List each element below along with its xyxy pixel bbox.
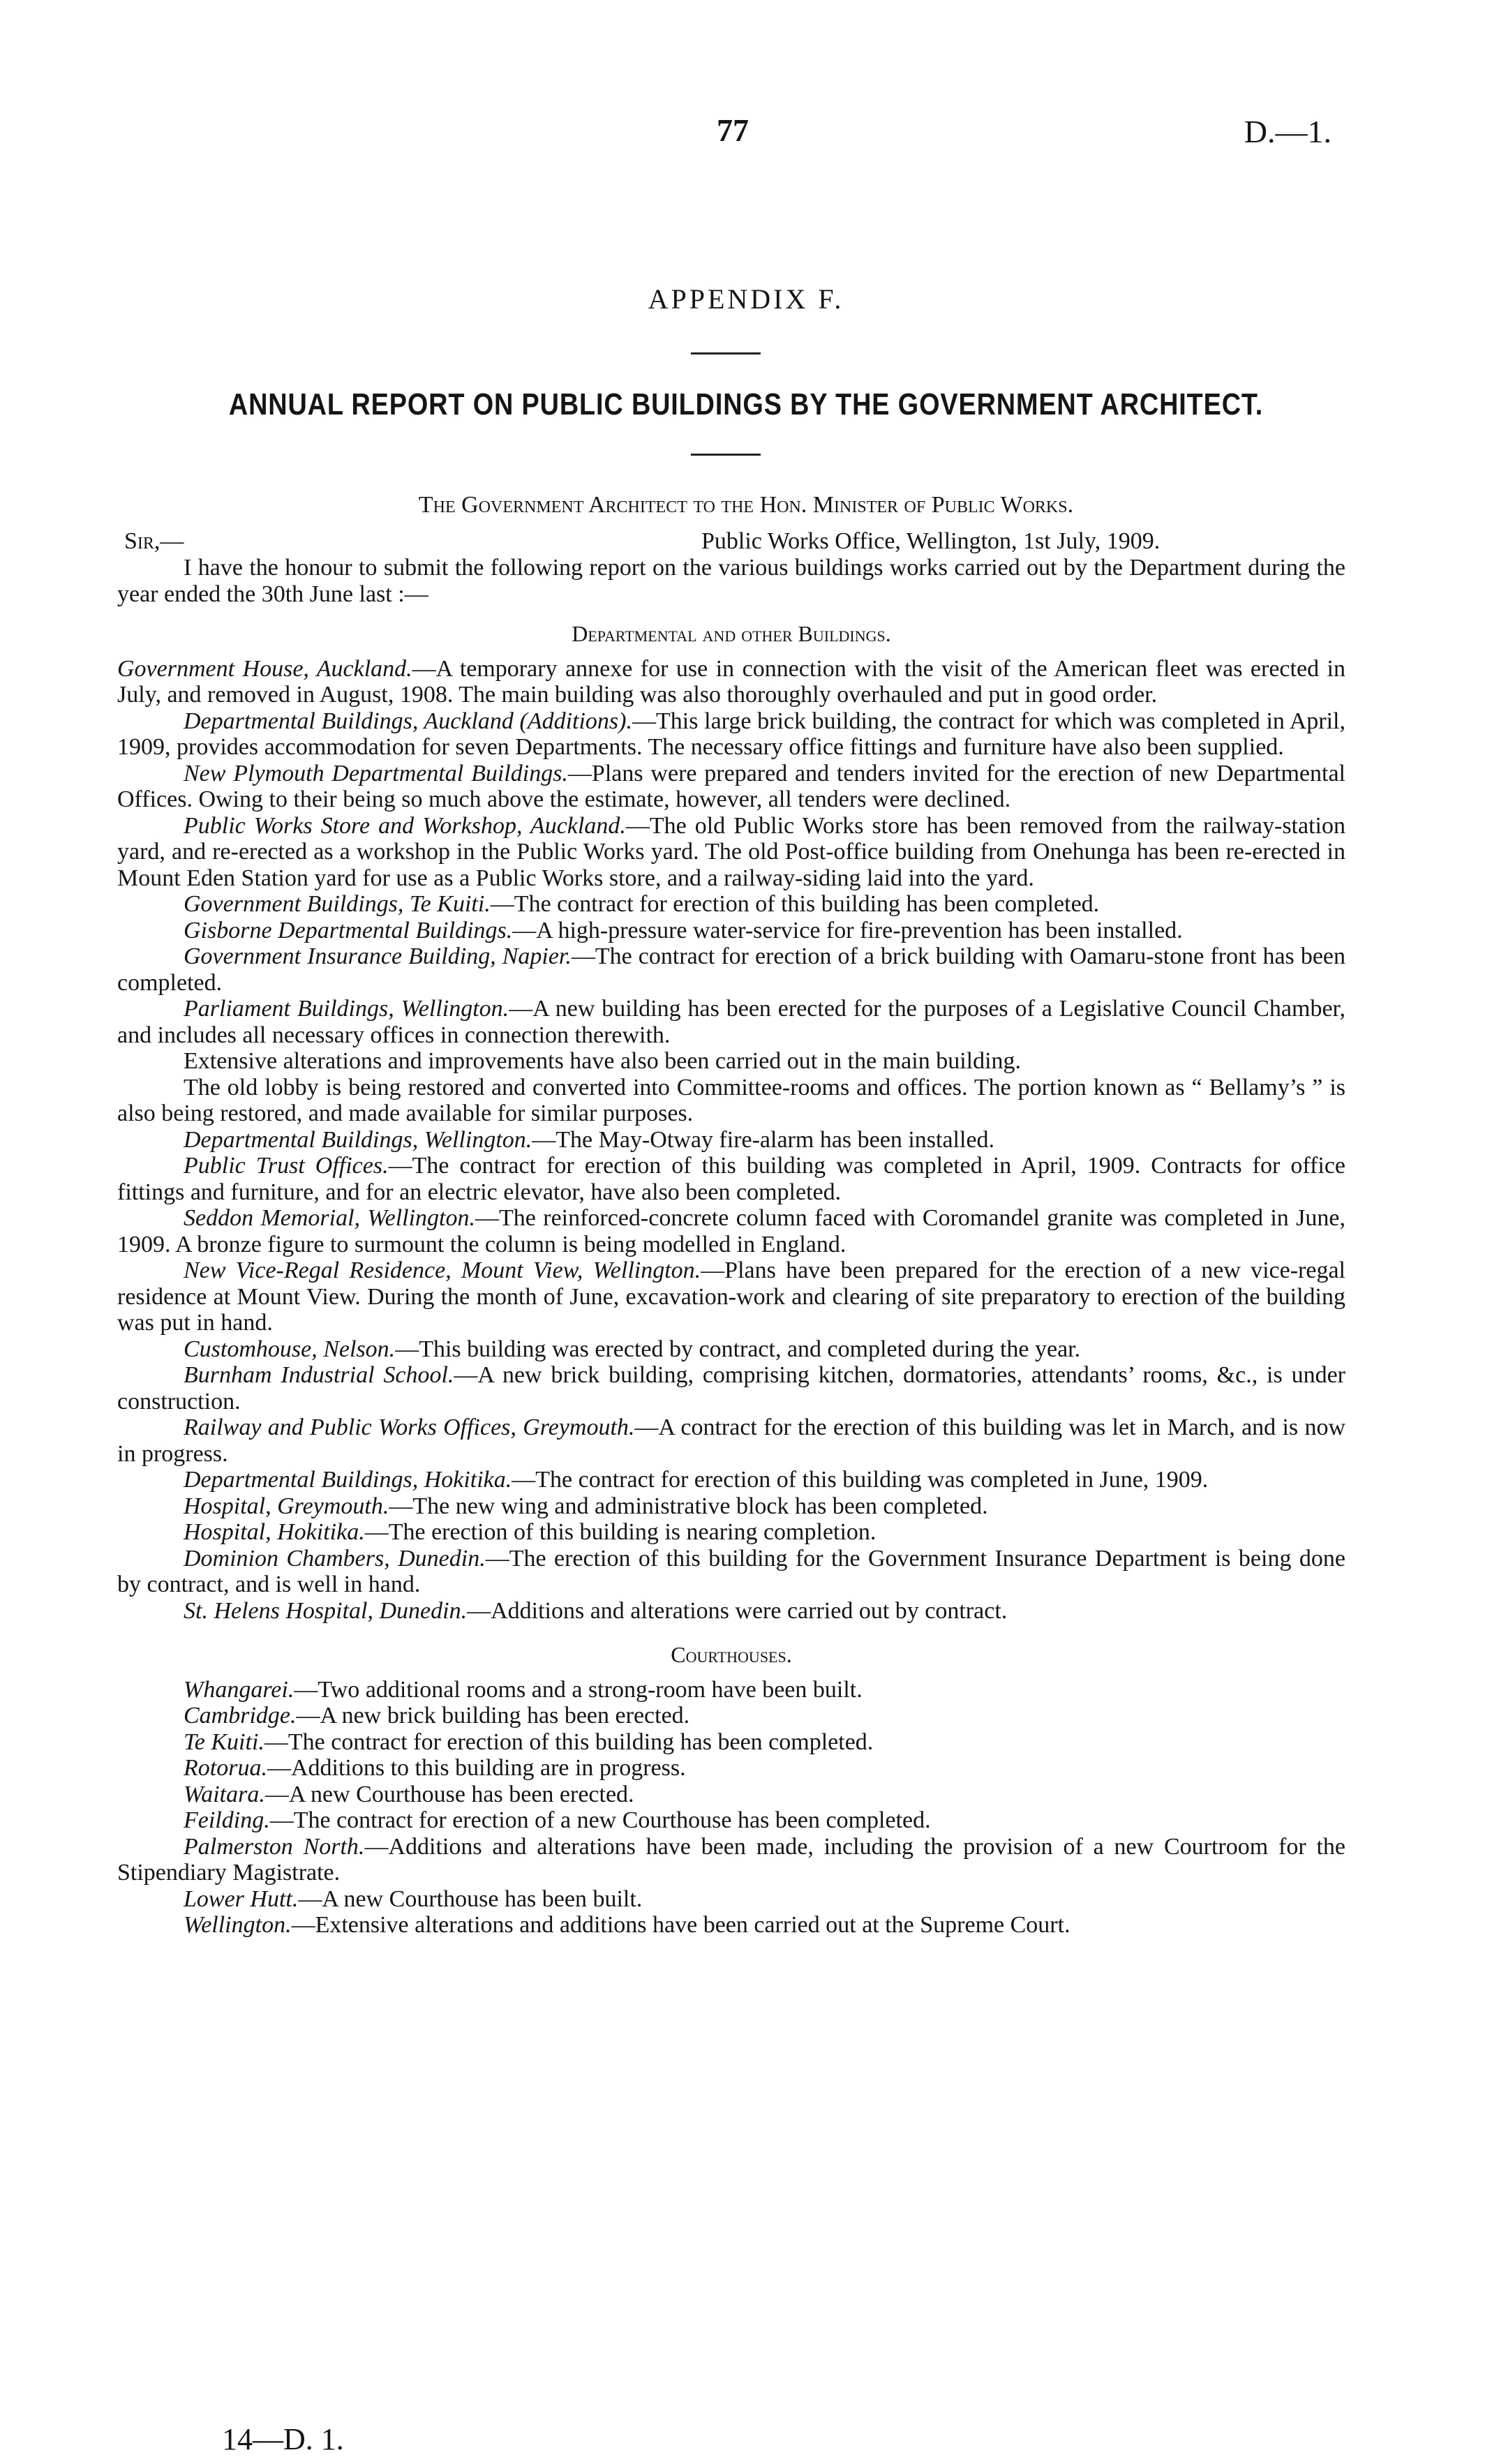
paragraph-text: —Extensive alterations and additions have been carried out at the Supreme Court. xyxy=(291,1912,1070,1938)
paragraph-text: —Additions to this building are in progress. xyxy=(267,1755,686,1781)
paragraph-text: —A high-pressure water-service for fire-prevention has been installed. xyxy=(512,917,1183,943)
paragraph-text: —A new Courthouse has been erected. xyxy=(264,1781,634,1807)
divider xyxy=(691,352,761,354)
report-paragraph xyxy=(117,918,1345,944)
paragraph-title: Government House, Auckland. xyxy=(117,655,412,682)
section-courthouses xyxy=(117,1677,1345,1939)
page-number: 77 xyxy=(717,112,749,148)
report-paragraph xyxy=(117,1414,1345,1467)
paragraph-title: Departmental Buildings, Auckland (Additions). xyxy=(184,708,632,734)
paragraph-text: —The contract for erection of a brick building with Oamaru-stone front has been completed. xyxy=(117,943,1345,996)
paragraph-title: Public Works Store and Workshop, Auckland. xyxy=(184,812,626,839)
divider xyxy=(691,454,761,456)
report-paragraph xyxy=(117,1912,1345,1939)
paragraph-title: Government Insurance Building, Napier. xyxy=(184,943,572,969)
paragraph-text: —The new wing and administrative block has been completed. xyxy=(389,1493,988,1519)
paragraph-text: —A temporary annexe for use in connection with the visit of the American fleet was erected in July, and removed in August, 1908. The main building was also thoroughly overhauled and put in good order. xyxy=(117,655,1345,708)
report-paragraph xyxy=(117,1362,1345,1414)
intro-paragraph: I have the honour to submit the following report on the various buildings works carried out by the Department during the year ended the 30th June last :— xyxy=(117,555,1345,607)
paragraph-text: —The contract for erection of this building has been completed. xyxy=(264,1728,874,1755)
paragraph-text: —The old Public Works store has been removed from the railway-station yard, and re-erected as a workshop in the Public Works yard. The old Post-office building from Onehunga has been re-erected in Mount Eden Station yard for use as a Public Works store, and a railway-siding laid into the yard. xyxy=(117,812,1345,891)
paragraph-title: New Vice-Regal Residence, Mount View, Wellington. xyxy=(184,1257,701,1283)
report-paragraph xyxy=(117,1467,1345,1493)
report-paragraph xyxy=(117,813,1345,892)
paragraph-text: —Plans were prepared and tenders invited for the erection of new Departmental Offices. Owing to their being so much above the estimate, however, all tenders were declined. xyxy=(117,760,1345,812)
report-paragraph xyxy=(117,1807,1345,1834)
report-title: ANNUAL REPORT ON PUBLIC BUILDINGS BY THE GOVERNMENT ARCHITECT. xyxy=(228,387,1264,421)
paragraph-title: Rotorua. xyxy=(184,1755,267,1781)
paragraph-title: Cambridge. xyxy=(184,1703,297,1728)
paragraph-title: Burnham Industrial School. xyxy=(184,1362,454,1388)
report-paragraph xyxy=(117,943,1345,996)
paragraph-text: —This building was erected by contract, and completed during the year. xyxy=(395,1336,1081,1362)
paragraph-text: —The erection of this building is nearing completion. xyxy=(364,1519,876,1545)
report-paragraph xyxy=(117,1493,1345,1520)
report-paragraph xyxy=(117,708,1345,761)
paragraph-text: —The erection of this building for the Government Insurance Department is being done by contract, and is well in hand. xyxy=(117,1545,1345,1597)
section-heading: Courthouses. xyxy=(671,1642,792,1667)
paragraph-title: Departmental Buildings, Wellington. xyxy=(184,1126,532,1153)
report-paragraph xyxy=(117,891,1345,918)
report-paragraph xyxy=(117,1677,1345,1703)
paragraph-title: Customhouse, Nelson. xyxy=(184,1336,396,1362)
appendix-title: APPENDIX F. xyxy=(648,283,844,315)
report-paragraph xyxy=(117,656,1345,708)
paragraph-text: —Two additional rooms and a strong-room have been built. xyxy=(294,1676,863,1703)
paragraph-text: —The contract for erection of this building was completed in April, 1909. Contracts for office fittings and furniture, and for an electric elevator, have also been completed. xyxy=(117,1153,1346,1205)
section-departmental-buildings xyxy=(117,656,1345,1625)
report-body xyxy=(117,555,1345,1939)
report-paragraph xyxy=(117,1127,1345,1153)
report-paragraph xyxy=(117,1336,1345,1363)
report-paragraph xyxy=(117,1755,1345,1782)
page-signature: 14—D. 1. xyxy=(222,2422,344,2456)
report-paragraph xyxy=(117,1782,1345,1808)
report-paragraph xyxy=(117,1729,1345,1756)
section-heading: Departmental and other Buildings. xyxy=(572,621,891,646)
report-paragraph xyxy=(117,1886,1345,1913)
dateline: Public Works Office, Wellington, 1st July, 1909. xyxy=(701,528,1161,554)
addressed-line: The Government Architect to the Hon. Minister of Public Works. xyxy=(418,492,1074,518)
paragraph-text: —The contract for erection of this building has been completed. xyxy=(490,891,1100,917)
paragraph-text: —The contract for erection of a new Courthouse has been completed. xyxy=(269,1807,931,1833)
report-paragraph xyxy=(117,1153,1345,1205)
report-paragraph xyxy=(117,996,1345,1048)
report-paragraph xyxy=(117,1598,1345,1625)
paragraph-text: —A new Courthouse has been built. xyxy=(298,1886,643,1912)
document-reference: D.—1. xyxy=(1244,114,1331,149)
paragraph-title: Te Kuiti. xyxy=(184,1728,264,1755)
paragraph-title: Government Buildings, Te Kuiti. xyxy=(184,891,491,917)
report-paragraph xyxy=(117,1257,1345,1336)
paragraph-text: —A new building has been erected for the purposes of a Legislative Council Chamber, and includes all necessary offices in connection therewith. xyxy=(117,996,1345,1048)
paragraph-text: —Additions and alterations were carried out by contract. xyxy=(467,1597,1008,1624)
report-paragraph xyxy=(117,1075,1345,1127)
paragraph-text: —Additions and alterations have been made, including the provision of a new Courtroom for the Stipendiary Magistrate. xyxy=(117,1833,1345,1886)
paragraph-title: Hospital, Greymouth. xyxy=(184,1493,389,1519)
paragraph-title: Wellington. xyxy=(184,1912,292,1938)
paragraph-title: St. Helens Hospital, Dunedin. xyxy=(184,1597,468,1624)
paragraph-title: Public Trust Offices. xyxy=(184,1153,389,1179)
paragraph-title: Gisborne Departmental Buildings. xyxy=(184,917,513,943)
paragraph-text: —The contract for erection of this building was completed in June, 1909. xyxy=(512,1467,1209,1493)
report-paragraph xyxy=(117,761,1345,813)
report-paragraph xyxy=(117,1205,1345,1257)
paragraph-text: —The reinforced-concrete column faced with Coromandel granite was completed in June, 1909. A bronze figure to surmount the column is being modelled in England. xyxy=(117,1205,1346,1257)
paragraph-text: —A contract for the erection of this building was let in March, and is now in progress. xyxy=(117,1414,1346,1467)
paragraph-title: New Plymouth Departmental Buildings. xyxy=(184,760,568,786)
paragraph-text: Extensive alterations and improvements have also been carried out in the main building. xyxy=(184,1048,1022,1074)
paragraph-text: The old lobby is being restored and converted into Committee-rooms and offices. The portion known as “ Bellamy’s ” is also being restored, and made available for similar purposes. xyxy=(117,1074,1345,1126)
report-paragraph xyxy=(117,1703,1345,1729)
paragraph-title: Dominion Chambers, Dunedin. xyxy=(184,1545,486,1571)
report-paragraph xyxy=(117,1834,1345,1886)
paragraph-title: Feilding. xyxy=(184,1807,270,1833)
report-paragraph xyxy=(117,1519,1345,1546)
report-paragraph xyxy=(117,1546,1345,1598)
paragraph-title: Waitara. xyxy=(184,1781,265,1807)
paragraph-title: Railway and Public Works Offices, Greymouth. xyxy=(184,1414,635,1440)
paragraph-title: Hospital, Hokitika. xyxy=(184,1519,365,1545)
paragraph-title: Departmental Buildings, Hokitika. xyxy=(184,1467,512,1493)
paragraph-title: Whangarei. xyxy=(184,1676,294,1703)
salutation: Sir,— xyxy=(124,528,184,554)
report-paragraph xyxy=(117,1048,1345,1075)
paragraph-text: —A new brick building has been erected. xyxy=(296,1703,690,1728)
paragraph-text: —Plans have been prepared for the erection of a new vice-regal residence at Mount View. During the month of June, excavation-work and clearing of site preparatory to erection of the building was put in hand. xyxy=(117,1257,1345,1336)
paragraph-title: Seddon Memorial, Wellington. xyxy=(184,1205,476,1231)
paragraph-title: Lower Hutt. xyxy=(184,1886,299,1912)
paragraph-text: —This large brick building, the contract for which was completed in April, 1909, provides accommodation for seven Departments. The necessary office fittings and furniture have also been supplied. xyxy=(117,708,1345,760)
paragraph-title: Palmerston North. xyxy=(184,1833,365,1860)
paragraph-text: —A new brick building, comprising kitchen, dormatories, attendants’ rooms, &c., is under construction. xyxy=(117,1362,1346,1414)
paragraph-title: Parliament Buildings, Wellington. xyxy=(184,996,509,1022)
paragraph-text: —The May-Otway fire-alarm has been installed. xyxy=(532,1126,995,1153)
